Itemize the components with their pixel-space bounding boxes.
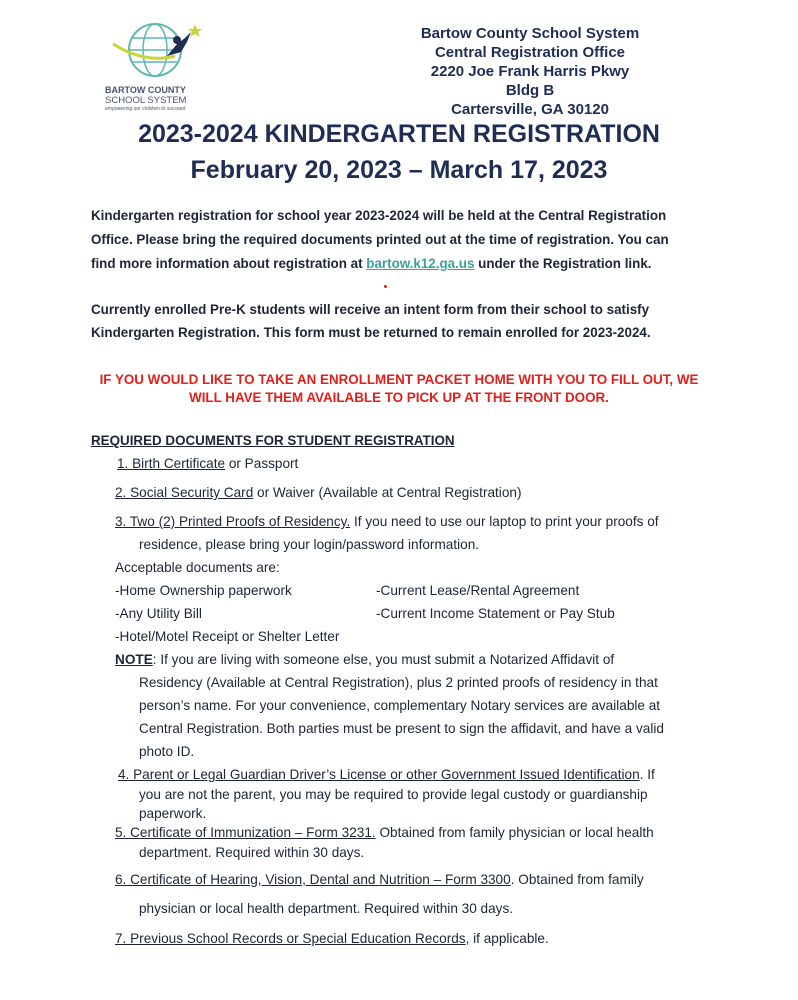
note-text: : If you are living with someone else, you must submit a Notarized Affidavit of: [152, 652, 615, 667]
logo-tagline: empowering our children to succeed: [105, 106, 186, 112]
note-label: NOTE: [115, 652, 153, 667]
intro-text: under the Registration link.: [474, 256, 652, 271]
item-title: 6. Certificate of Hearing, Vision, Dental and Nutrition – Form 3300: [115, 872, 511, 887]
note-line: person’s name. For your convenience, complementary Notary services are available at: [139, 698, 661, 713]
item-text: you are not the parent, you may be required to provide legal custody or guardianship: [139, 787, 648, 802]
prek-line: Kindergarten Registration. This form must be returned to remain enrolled for 2023-2024.: [91, 325, 651, 340]
header-line: Cartersville, GA 30120: [451, 101, 609, 118]
note-line: Central Registration. Both parties must be present to sign the affidavit, and have a valid: [139, 721, 664, 736]
item-title: 7. Previous School Records or Special Education Records: [115, 931, 466, 946]
globe-logo-icon: [105, 18, 215, 80]
item-title: 2. Social Security Card: [115, 485, 254, 500]
item-text: . If: [639, 767, 655, 782]
doc-item-7: [115, 931, 549, 946]
item-text: , if applicable.: [465, 931, 549, 946]
intro-line: Office. Please bring the required documents printed out at the time of registration. You can: [91, 232, 669, 247]
logo-text-line1: BARTOW COUNTY: [105, 85, 186, 95]
item-title: 5. Certificate of Immunization – Form 3231.: [115, 825, 376, 840]
item-text: department. Required within 30 days.: [139, 845, 365, 860]
item-text: or Passport: [225, 456, 299, 471]
doc-item-4: [118, 767, 655, 782]
red-dot: [384, 285, 387, 288]
section-heading: REQUIRED DOCUMENTS FOR STUDENT REGISTRATION: [91, 433, 455, 448]
doc-item-3: [115, 514, 659, 529]
doc-option: -Current Income Statement or Pay Stub: [376, 606, 615, 621]
district-website-link[interactable]: bartow.k12.ga.us: [366, 256, 475, 271]
doc-item-5: [115, 825, 654, 840]
note-line: photo ID.: [139, 744, 195, 759]
intro-text: find more information about registration at: [91, 256, 367, 271]
page-title: 2023-2024 KINDERGARTEN REGISTRATION: [138, 120, 660, 148]
notice-line: WILL HAVE THEM AVAILABLE TO PICK UP AT THE FRONT DOOR.: [189, 390, 609, 405]
item-text: Obtained from family physician or local health: [375, 825, 654, 840]
header-line: Central Registration Office: [434, 44, 626, 61]
item-text: physician or local health department. Required within 30 days.: [139, 901, 514, 916]
doc-option: -Current Lease/Rental Agreement: [376, 583, 580, 598]
notice-line: IF YOU WOULD LIKE TO TAKE AN ENROLLMENT PACKET HOME WITH YOU TO FILL OUT, WE: [99, 372, 699, 387]
item-title: 3. Two (2) Printed Proofs of Residency.: [115, 514, 351, 529]
item-title: 4. Parent or Legal Guardian Driver’s License or other Government Issued Identification: [118, 767, 640, 782]
note-line: [115, 652, 614, 667]
intro-line: [91, 256, 652, 271]
item-title: 1. Birth Certificate: [117, 456, 226, 471]
header-address: [400, 24, 660, 119]
acceptable-label: Acceptable documents are:: [115, 560, 280, 575]
item-text: If you need to use our laptop to print your proofs of: [350, 514, 659, 529]
note-line: Residency (Available at Central Registration), plus 2 printed proofs of residency in that: [139, 675, 658, 690]
item-text: . Obtained from family: [510, 872, 644, 887]
header-line: Bartow County School System: [420, 25, 640, 42]
header-line: 2220 Joe Frank Harris Pkwy: [430, 63, 630, 80]
header-line: Bldg B: [505, 82, 555, 99]
registration-dates: February 20, 2023 – March 17, 2023: [190, 156, 608, 184]
item-text: or Waiver (Available at Central Registration): [253, 485, 522, 500]
district-logo: [105, 18, 215, 112]
intro-line: Kindergarten registration for school year 2023-2024 will be held at the Central Registration: [91, 208, 667, 223]
logo-text-line2: SCHOOL SYSTEM: [105, 95, 187, 106]
item-text: paperwork.: [139, 806, 207, 821]
doc-option: -Any Utility Bill: [115, 606, 202, 621]
prek-line: Currently enrolled Pre-K students will receive an intent form from their school to satisfy: [91, 302, 650, 317]
doc-item-1: [117, 456, 298, 471]
doc-option: -Hotel/Motel Receipt or Shelter Letter: [115, 629, 340, 644]
doc-item-2: [115, 485, 521, 500]
doc-option: -Home Ownership paperwork: [115, 583, 292, 598]
doc-item-6: [115, 872, 644, 887]
item-text: residence, please bring your login/password information.: [139, 537, 480, 552]
